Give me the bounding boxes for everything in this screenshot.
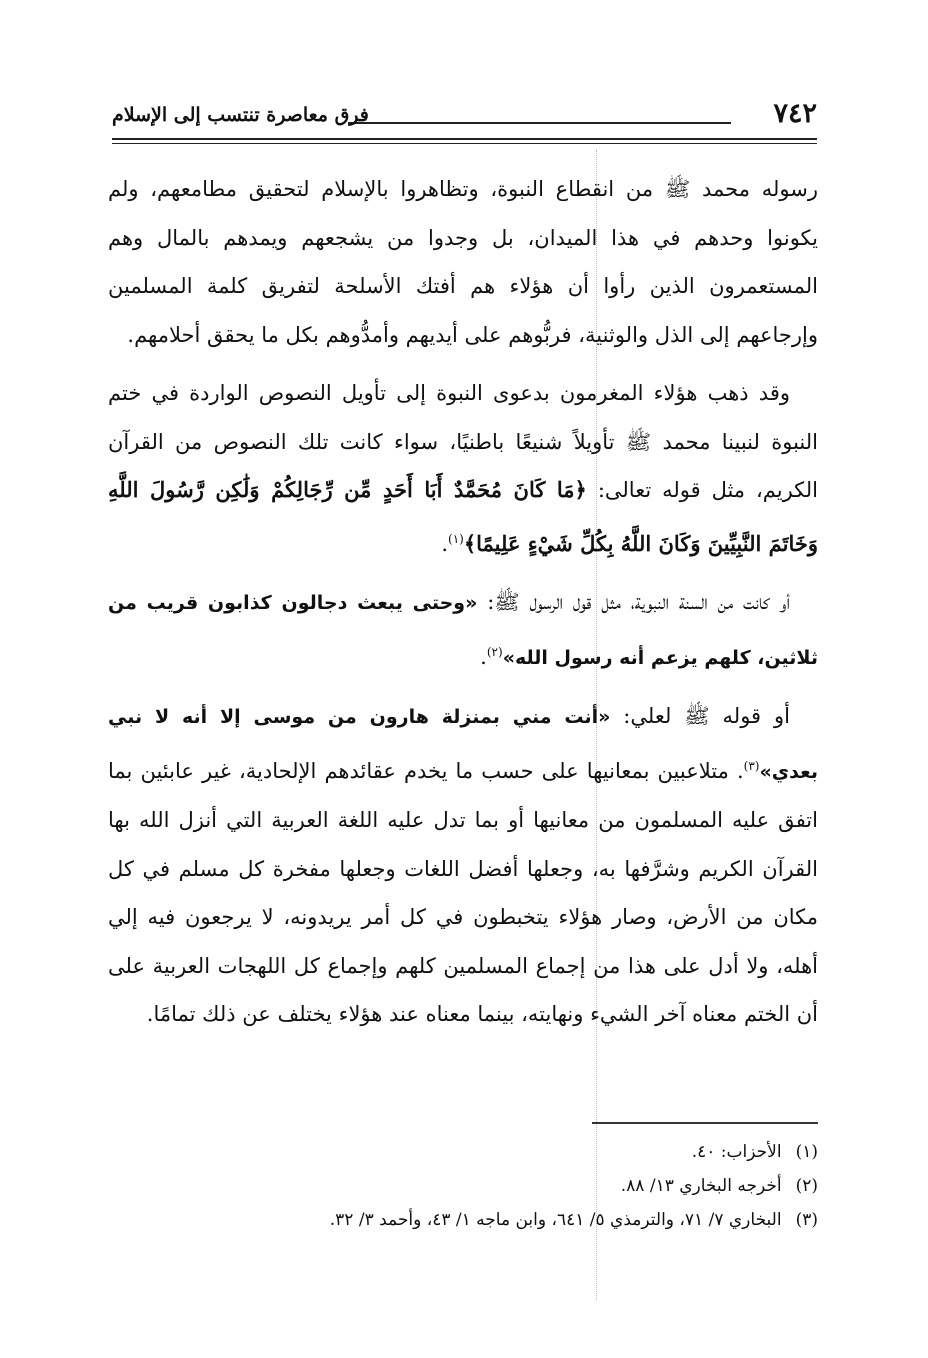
footnote-number: (٢) [795, 1176, 818, 1196]
footnote-text: البخاري ٧/ ٧١، والترمذي ٥/ ٦٤١، وابن ماجه ١/ ٤٣، وأحمد ٣/ ٣٢. [329, 1210, 782, 1230]
footnote-number: (٣) [795, 1210, 818, 1230]
running-title: فرق معاصرة تنتسب إلى الإسلام [112, 104, 369, 126]
footnote-rule [592, 1122, 818, 1124]
paragraph-4-lead: أو قوله ﷺ لعلي: [623, 704, 790, 728]
footnote-1 [108, 1135, 818, 1169]
footnote-text: الأحزاب: ٤٠. [691, 1142, 782, 1162]
paragraph-3-lead: أو كانت من السنة النبوية، مثل قول الرسول ﷺ: [487, 590, 790, 614]
body-text [108, 165, 818, 1049]
page-number: ٧٤٢ [773, 98, 817, 129]
footnote-2 [108, 1169, 818, 1203]
quran-quote: ﴿مَا كَانَ مُحَمَّدٌ أَبَا أَحَدٍ مِّن رِّجَالِكُمْ وَلَٰكِن رَّسُولَ اللَّهِ وَخَاتَمَ النَّبِيِّينَ وَكَانَ اللَّهُ بِكُلِّ شَيْءٍ عَلِيمًا﴾ [108, 477, 818, 556]
footnotes [108, 1135, 818, 1237]
footnote-ref-3: (٣) [743, 758, 760, 773]
paragraph-4: أو قوله ﷺ لعلي: «أنت مني بمنزلة هارون من موسى إلا أنه لا نبي بعدي»$^{(٣)}$. متلاعبين بمعانيها على حسب ما يخدم عقائدهم الإلحادية، غير عابئين بما اتفق عليه المسلمون من معانيها أو بما تدل عليه اللغة العربية التي أنزل الله بها القرآن الكريم وشرَّفها به، وجعلها أفضل اللغات وجعلها مفخرة كل مسلم في كل مكان من الأرض، وصار هؤلاء يتخبطون في كل أمر يريدونه، لا يرجعون فيه إلي أهله، ولا أدل على هذا من إجماع المسلمين كلهم وإجماع كل اللهجات العربية على أن الختم معناه آخر الشيء ونهايته، بينما معناه عند هؤلاء يختلف عن ذلك تمامًا. [108, 704, 818, 1026]
footnote-3 [108, 1203, 818, 1237]
paragraph-3: أو كانت من السنة النبوية، مثل قول الرسول ﷺ: «وحتى يبعث دجالون كذابون قريب من ثلاثين، كلهم يزعم أنه رسول الله»$^{(٢)}$. [108, 590, 818, 669]
footnote-text: أخرجه البخاري ١٣/ ٨٨. [620, 1176, 782, 1196]
footnote-number: (١) [795, 1142, 818, 1162]
page-header [112, 96, 817, 144]
header-rule [348, 122, 731, 124]
header-divider [112, 138, 817, 144]
paragraph-1: رسوله محمد ﷺ من انقطاع النبوة، وتظاهروا بالإسلام لتحقيق مطامعهم، ولم يكونوا وحدهم في هذا الميدان، بل وجدوا من يشجعهم ويمدهم بالمال وهم المستعمرون الذين رأوا أن هؤلاء هم أفتك الأسلحة لتفريق كلمة المسلمين وإرجاعهم إلى الذل والوثنية، فربُّوهم على أيديهم وأمدُّوهم بكل ما يحقق أحلامهم. [108, 177, 818, 347]
hadith-quote-2: «أنت مني بمنزلة هارون من موسى إلا أنه لا نبي بعدي» [108, 706, 818, 783]
paragraph-2-lead: وقد ذهب هؤلاء المغرمون بدعوى النبوة إلى تأويل النصوص الواردة في ختم النبوة لنبينا محمد ﷺ تأويلاً شنيعًا باطنيًا، سواء كانت تلك النصوص من القرآن الكريم، مثل قوله تعالى: [108, 381, 818, 502]
footnote-ref-1: (١) [448, 531, 464, 546]
hadith-quote-1: «وحتى يبعث دجالون كذابون قريب من ثلاثين، كلهم يزعم أنه رسول الله» [108, 592, 818, 669]
paragraph-2: وقد ذهب هؤلاء المغرمون بدعوى النبوة إلى تأويل النصوص الواردة في ختم النبوة لنبينا محمد ﷺ تأويلاً شنيعًا باطنيًا، سواء كانت تلك النصوص من القرآن الكريم، مثل قوله تعالى: ﴿مَا كَانَ مُحَمَّدٌ أَبَا أَحَدٍ مِّن رِّجَالِكُمْ وَلَٰكِن رَّسُولَ اللَّهِ وَخَاتَمَ النَّبِيِّينَ وَكَانَ اللَّهُ بِكُلِّ شَيْءٍ عَلِيمًا﴾$^{(١)}$. [108, 381, 818, 556]
footnote-ref-2: (٢) [486, 644, 503, 659]
paragraph-4-rest: متلاعبين بمعانيها على حسب ما يخدم عقائدهم الإلحادية، غير عابئين بما اتفق عليه المسلمون من معانيها أو بما تدل عليه اللغة العربية التي أنزل الله بها القرآن الكريم وشرَّفها به، وجعلها أفضل اللغات وجعلها مفخرة كل مسلم في كل مكان من الأرض، وصار هؤلاء يتخبطون في كل أمر يريدونه، لا يرجعون فيه إلي أهله، ولا أدل على هذا من إجماع المسلمين كلهم وإجماع كل اللهجات العربية على أن الختم معناه آخر الشيء ونهايته، بينما معناه عند هؤلاء يختلف عن ذلك تمامًا. [108, 758, 818, 1026]
